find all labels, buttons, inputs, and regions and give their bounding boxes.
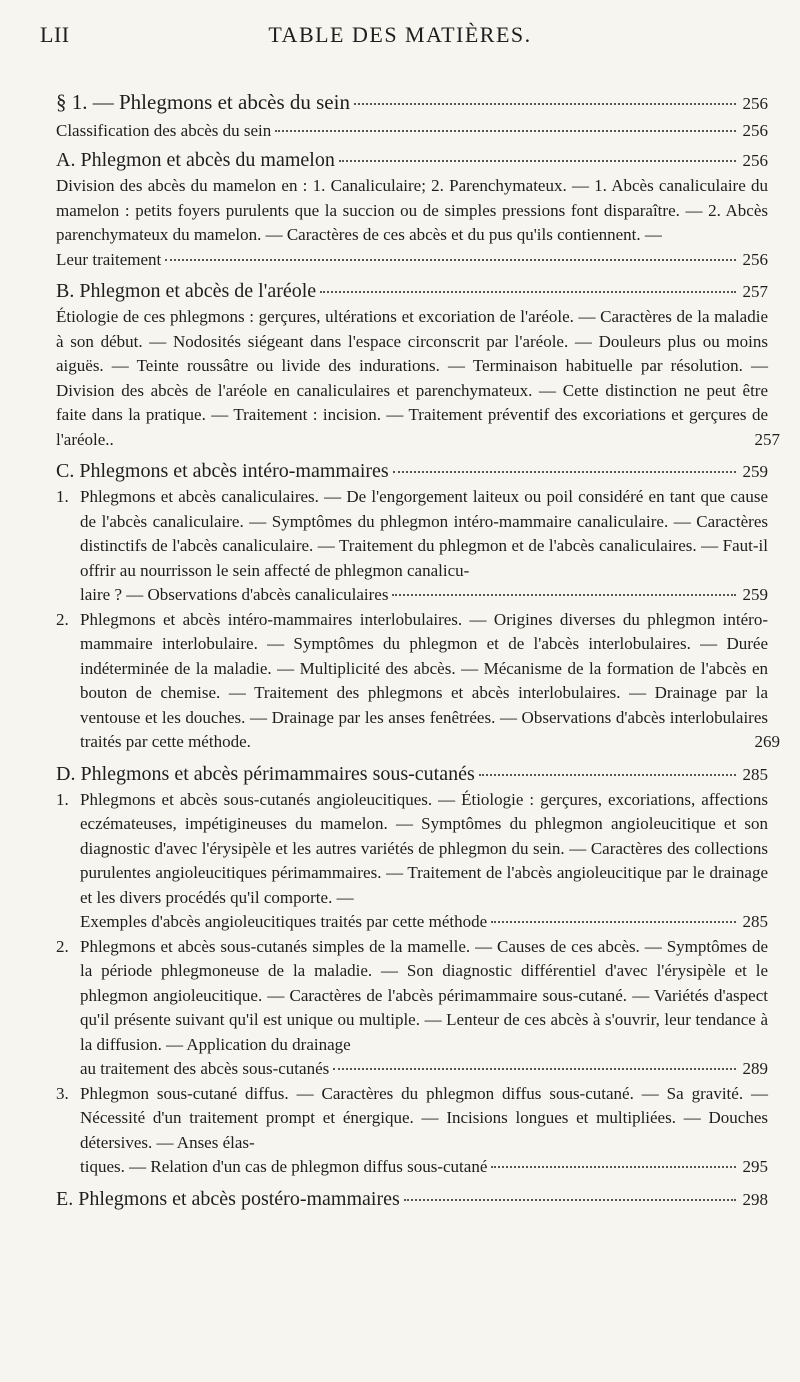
toc-entry-D[interactable] [56,763,768,786]
item-last-line [80,583,768,608]
toc-entry-page: 257 [742,282,768,301]
item-end: Exemples d'abcès angioleucitiques traités par cette méthode [80,912,488,931]
item-text: Phlegmons et abcès canaliculaires. — De l'engorgement laiteux ou poil considéré en tant que cause de l'abcès canaliculaire. — Symptômes du phlegmon intéro-mammaire canaliculaire. — Caractères distinctifs de l'abcès canaliculaire. — Traitement du phlegmon et de l'abcès canaliculaires. — Faut-il offrir au nourrisson le sein affecté de phlegmon canalicu- [80,487,768,580]
toc-entry-A[interactable] [56,149,768,172]
item-page: 269 [754,732,780,751]
toc-entry-page: 298 [742,1189,768,1209]
dot-leader [393,471,736,473]
toc-entry-C[interactable] [56,460,768,483]
toc-entry-title: § 1. — Phlegmons et abcès du sein [56,90,350,114]
toc-subitem-C1 [56,485,768,608]
item-last-line [80,1155,768,1180]
toc-subitem-D3 [56,1082,768,1180]
dot-leader [392,594,736,596]
description-text: Division des abcès du mamelon en : 1. Canaliculaire; 2. Parenchymateux. — 1. Abcès canaliculaire du mamelon : petits foyers purulents que la succion ou de simples pressions font disparaître. — 2. Abcès parenchymateux du mamelon. — Caractères de ces abcès et du pus qu'ils contiennent. — [56,176,768,244]
dot-leader [491,1166,736,1168]
item-page: 289 [742,1059,768,1078]
toc-entry-page: 259 [742,462,768,481]
toc-entry-page: 256 [742,121,768,140]
toc-subitem-D1 [56,788,768,935]
dot-leader [404,1199,736,1201]
toc-entry-page: 256 [742,94,768,113]
running-title: TABLE DES MATIÈRES. [268,22,532,47]
toc-entry-B[interactable] [56,280,768,303]
dot-leader [354,103,736,105]
item-text: Phlegmons et abcès sous-cutanés simples de la mamelle. — Causes de ces abcès. — Symptômes de la période phlegmoneuse de la maladie. — Son diagnostic différentiel d'avec l'érysipèle et le phlegmon angioleucitique. — Caractères de l'abcès périmammaire sous-cutané. — Variétés d'aspect qu'il présente suivant qu'il est unique ou multiple. — Lenteur de ces abcès à s'ouvrir, leur tendance à la diffusion. — Application du drainage [80,936,768,1054]
item-number: 1. [56,487,69,506]
toc-entry-B-description [56,305,780,452]
item-last-line [80,910,768,935]
description-end: Leur traitement [56,249,162,269]
toc-subitem-C2 [56,608,780,755]
description-last-line [56,248,768,273]
toc-entry-title: C. Phlegmons et abcès intéro-mammaires [56,460,389,482]
item-last-line [80,1057,768,1082]
toc-entry-title: E. Phlegmons et abcès postéro-mammaires [56,1187,400,1210]
dot-leader [320,291,736,293]
toc-entry-title: B. Phlegmon et abcès de l'aréole [56,280,317,302]
toc-entry-A-description [56,174,768,272]
item-number: 2. [56,609,69,629]
item-end: tiques. — Relation d'un cas de phlegmon diffus sous-cutané [80,1157,488,1176]
item-page: 285 [742,912,768,931]
dot-leader [491,921,736,923]
page-header [40,22,760,62]
dot-leader [275,130,736,132]
item-end: au traitement des abcès sous-cutanés [80,1059,330,1078]
item-number: 3. [56,1083,69,1103]
item-number: 2. [56,936,69,956]
toc-entry-classification[interactable] [56,121,768,141]
item-page: 259 [742,585,768,604]
toc-entry-page: 285 [742,764,768,784]
toc-entry-title: Classification des abcès du sein [56,121,272,140]
toc-entry-title: A. Phlegmon et abcès du mamelon [56,149,335,171]
item-number: 1. [56,789,69,809]
item-text: Phlegmon sous-cutané diffus. — Caractères du phlegmon diffus sous-cutané. — Sa gravité. — Nécessité d'un traitement prompt et énergique. — Incisions longues et multipliées. — Douches détersives. — Anses élas- [80,1083,768,1152]
toc-content [56,86,780,1213]
dot-leader [165,259,736,261]
page-number: LII [40,22,70,47]
item-text: Phlegmons et abcès intéro-mammaires interlobulaires. — Origines diverses du phlegmon intéro-mammaire interlobulaire. — Symptômes du phlegmon et de l'abcès interlobulaires. — Durée indéterminée de la maladie. — Multiplicité des abcès. — Mécanisme de la formation de l'abcès en bouton de chemise. — Traitement des phlegmons et abcès interlobulaires. — Drainage par la ventouse et les douches. — Drainage par les anses fenêtrées. — Observations d'abcès interlobulaires traités par cette méthode. [80,609,768,751]
item-text: Phlegmons et abcès sous-cutanés angioleucitiques. — Étiologie : gerçures, excoriations, affections eczémateuses, impétigineuses du mamelon. — Symptômes du phlegmon angioleucitique et son diagnostic d'avec l'érysipèle et les autres variétés de phlegmon du sein. — Caractères des collections purulentes angioleucitiques périmammaires. — Traitement de l'abcès angioleucitique par le drainage et les divers procédés qu'il comporte. — [80,789,768,907]
dot-leader [479,774,736,776]
description-page: 256 [742,249,768,269]
description-page: 257 [754,429,780,449]
toc-entry-section1[interactable] [56,90,768,115]
item-end: laire ? — Observations d'abcès canaliculaires [80,585,389,604]
description-text: Étiologie de ces phlegmons : gerçures, ultérations et excoriation de l'aréole. — Caractères de la maladie à son début. — Nodosités siégeant dans l'espace circonscrit par l'aréole. — Douleurs plus ou moins aiguës. — Teinte roussâtre ou livide des indurations. — Terminaison habituelle par résolution. — Division des abcès de l'aréole en canaliculaires et parenchymateux. — Cette distinction ne peut être faite dans la pratique. — Traitement : incision. — Traitement préventif des excoriations et gerçures de l'aréole.. [56,307,768,449]
dot-leader [333,1068,736,1070]
toc-entry-page: 256 [742,151,768,170]
toc-entry-E[interactable] [56,1188,768,1211]
dot-leader [339,160,736,162]
toc-entry-title: D. Phlegmons et abcès périmammaires sous-cutanés [56,762,475,785]
item-page: 295 [742,1157,768,1176]
toc-subitem-D2 [56,935,768,1082]
